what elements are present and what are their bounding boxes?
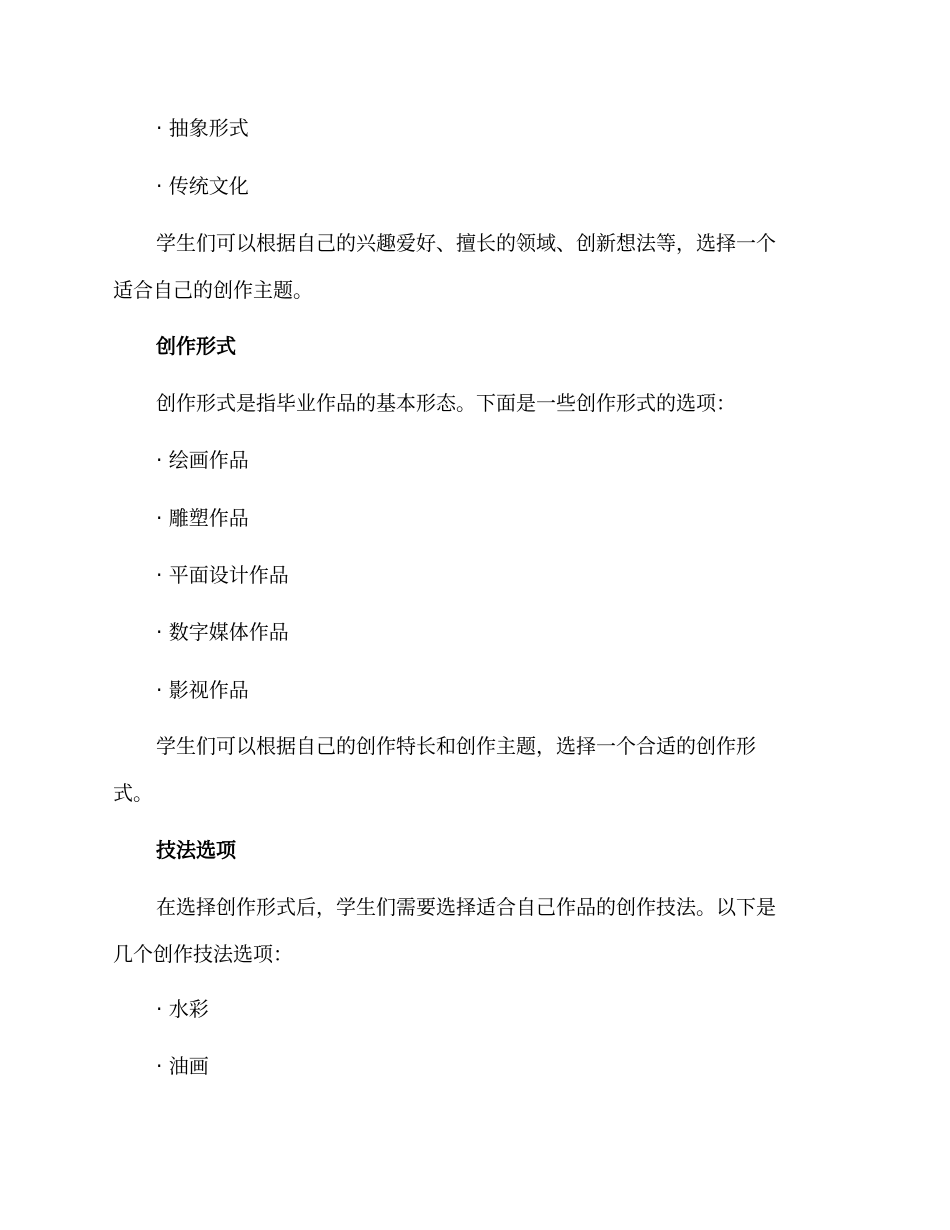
list-item: · 平面设计作品	[156, 563, 289, 587]
list-item: · 雕塑作品	[156, 506, 249, 530]
list-item: · 油画	[156, 1054, 209, 1078]
list-item: · 影视作品	[156, 678, 249, 702]
paragraph	[113, 723, 835, 817]
paragraph	[113, 884, 835, 978]
section-heading: 创作形式	[156, 334, 236, 358]
list-item: · 数字媒体作品	[156, 620, 289, 644]
list-item: · 抽象形式	[156, 116, 249, 140]
paragraph-line: 几个创作技法选项：	[113, 942, 293, 966]
list-item: · 传统文化	[156, 174, 249, 198]
paragraph-line: 式。	[113, 781, 153, 805]
paragraph-line: 学生们可以根据自己的兴趣爱好、擅长的领域、创新想法等，选择一个	[156, 231, 776, 255]
list-item: · 水彩	[156, 997, 209, 1021]
paragraph-line: 学生们可以根据自己的创作特长和创作主题，选择一个合适的创作形	[156, 734, 756, 758]
paragraph-line: 适合自己的创作主题。	[113, 278, 313, 302]
section-heading: 技法选项	[156, 838, 236, 862]
paragraph: 创作形式是指毕业作品的基本形态。下面是一些创作形式的选项：	[156, 391, 736, 415]
list-item: · 绘画作品	[156, 448, 249, 472]
paragraph	[113, 220, 835, 314]
paragraph-line: 在选择创作形式后，学生们需要选择适合自己作品的创作技法。以下是	[156, 895, 776, 919]
